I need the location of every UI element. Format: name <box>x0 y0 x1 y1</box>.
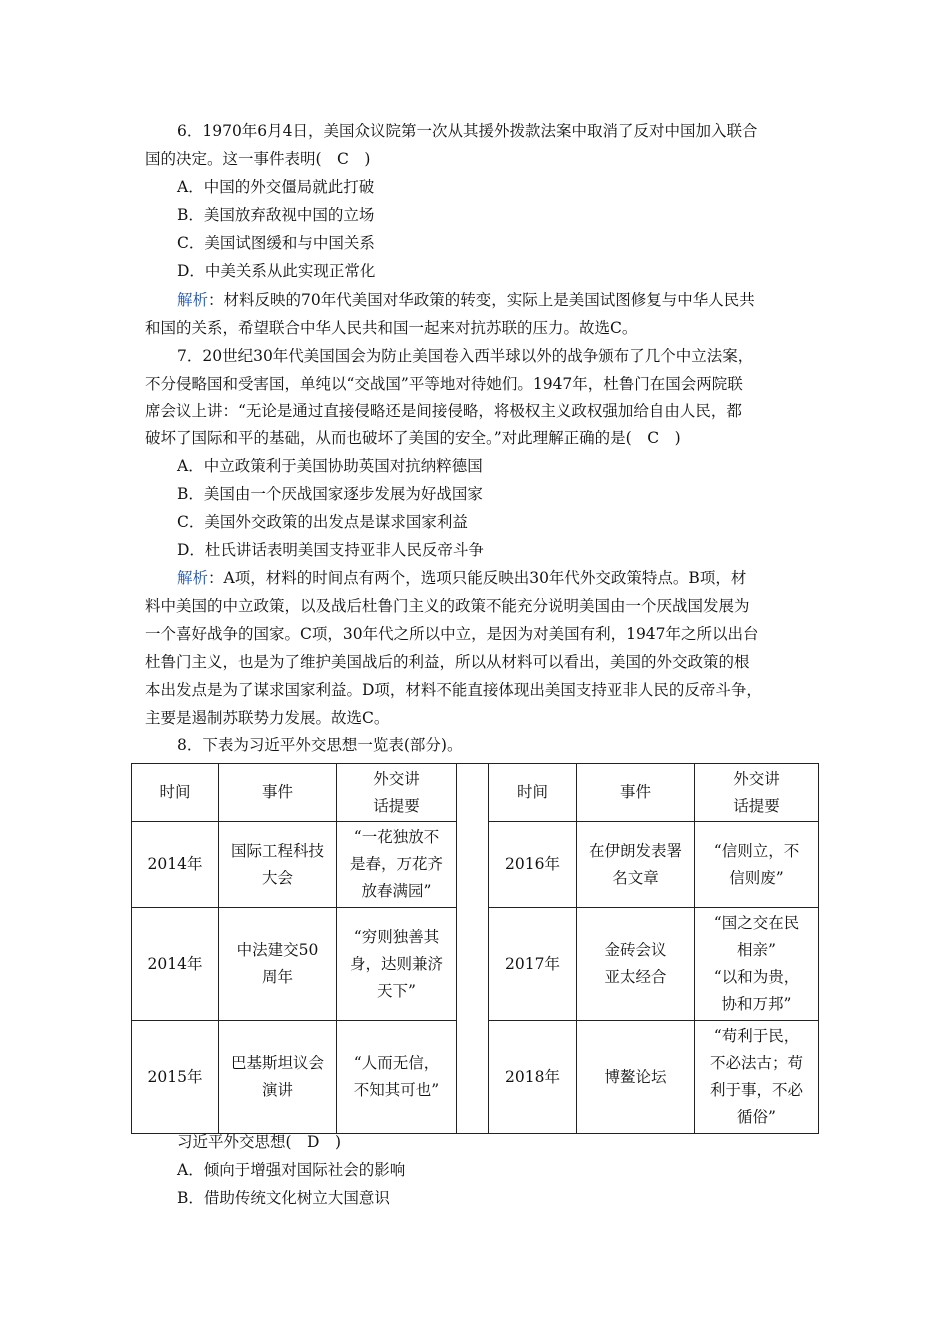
row1-right-time: 2016年 <box>489 822 577 908</box>
row2-left-speech <box>337 908 457 1021</box>
header-speech-right-line: 话提要 <box>733 796 780 815</box>
cell-line: 名文章 <box>612 868 659 887</box>
cell-line: 国际工程科技 <box>230 841 324 860</box>
q6-stem-line-2: 国的决定。这一事件表明( C ) <box>145 150 371 168</box>
q8-stem: 8．下表为习近平外交思想一览表(部分)。 <box>177 736 463 754</box>
cell-line: 信则废” <box>729 868 784 887</box>
q7-analysis-line-6: 主要是遏制苏联势力发展。故选C。 <box>145 709 390 727</box>
q7-option-b: B．美国由一个厌战国家逐步发展为好战国家 <box>177 485 483 503</box>
cell-line: 身，达则兼济 <box>349 954 443 973</box>
cell-line: 放春满园” <box>361 882 432 900</box>
row3-left-time: 2015年 <box>132 1021 219 1134</box>
header-event-right: 事件 <box>577 764 695 822</box>
cell-line: “穷则独善其 <box>353 927 440 946</box>
cell-line: 演讲 <box>261 1081 293 1099</box>
header-time-left: 时间 <box>132 764 219 822</box>
q7-stem-line-3: 席会议上讲：“无论是通过直接侵略还是间接侵略，将极权主义政权强加给自由人民，都 <box>145 402 742 420</box>
cell-line: 巴基斯坦议会 <box>230 1054 324 1072</box>
row2-right-time: 2017年 <box>489 908 577 1021</box>
q7-analysis-line-3: 一个喜好战争的国家。C项，30年代之所以中立，是因为对美国有利，1947年之所以出台 <box>145 625 759 643</box>
q6-analysis-label: 解析 <box>177 291 209 309</box>
cell-line: “人而无信， <box>353 1054 440 1072</box>
q7-stem-line-2: 不分侵略国和受害国，单纯以“交战国”平等地对待她们。1947年，杜鲁门在国会两院联 <box>145 375 743 393</box>
row2-left-time: 2014年 <box>132 908 219 1021</box>
q7-analysis-line-1 <box>177 564 746 592</box>
q7-analysis-text-1: ：A项，材料的时间点有两个，选项只能反映出30年代外交政策特点。B项，材 <box>208 569 747 587</box>
row2-right-event <box>577 908 695 1021</box>
cell-line: 在伊朗发表署 <box>588 841 682 860</box>
q8-question: 习近平外交思想( D ) <box>177 1133 342 1151</box>
q7-stem-line-1: 7．20世纪30年代美国国会为防止美国卷入西半球以外的战争颁布了几个中立法案， <box>177 347 754 365</box>
header-speech-right-line: 外交讲 <box>733 769 780 788</box>
q7-analysis-line-4: 杜鲁门主义，也是为了维护美国战后的利益，所以从材料可以看出，美国的外交政策的根 <box>145 653 750 671</box>
cell-line: 周年 <box>261 968 293 986</box>
cell-line: “国之交在民 <box>713 914 800 932</box>
q7-option-a: A．中立政策利于美国协助英国对抗纳粹德国 <box>177 457 483 475</box>
q7-option-c: C．美国外交政策的出发点是谋求国家利益 <box>177 513 468 531</box>
cell-line: “以和为贵， <box>713 968 800 986</box>
row2-right-speech <box>695 908 819 1021</box>
cell-line: “一花独放不 <box>353 828 440 846</box>
cell-line: 不必法古；苟 <box>709 1054 803 1072</box>
header-speech-left <box>337 764 457 822</box>
table-gap-column <box>457 764 489 1134</box>
q6-option-c: C．美国试图缓和与中国关系 <box>177 234 375 252</box>
q6-analysis-line-2: 和国的关系，希望联合中华人民共和国一起来对抗苏联的压力。故选C。 <box>145 319 638 337</box>
cell-line: 不知其可也” <box>353 1081 440 1099</box>
q7-option-d: D．杜氏讲话表明美国支持亚非人民反帝斗争 <box>177 541 484 559</box>
row1-right-event <box>577 822 695 908</box>
header-speech-left-line: 话提要 <box>373 796 420 815</box>
row3-left-speech <box>337 1021 457 1134</box>
cell-line: 协和万邦” <box>721 995 792 1013</box>
q6-analysis-line-1 <box>177 286 755 314</box>
cell-line: 天下” <box>377 981 416 1000</box>
q8-option-a: A．倾向于增强对国际社会的影响 <box>177 1161 406 1179</box>
row3-left-event <box>219 1021 337 1134</box>
header-speech-right <box>695 764 819 822</box>
cell-line: 博鳌论坛 <box>604 1067 667 1086</box>
cell-line: “信则立，不 <box>713 841 800 860</box>
q6-option-d: D．中美关系从此实现正常化 <box>177 262 376 280</box>
q8-option-b: B．借助传统文化树立大国意识 <box>177 1189 390 1207</box>
q6-analysis-text-1: ：材料反映的70年代美国对华政策的转变，实际上是美国试图修复与中华人民共 <box>208 291 755 309</box>
header-time-right: 时间 <box>489 764 577 822</box>
cell-line: 相亲” <box>737 941 776 959</box>
row2-left-event <box>219 908 337 1021</box>
q7-stem-line-4: 破坏了国际和平的基础，从而也破坏了美国的安全。”对此理解正确的是( C ) <box>145 429 681 447</box>
q7-analysis-label: 解析 <box>177 569 209 587</box>
row1-left-event <box>219 822 337 908</box>
row1-left-speech <box>337 822 457 908</box>
cell-line: 循俗” <box>737 1108 776 1126</box>
q6-stem-line-1: 6．1970年6月4日，美国众议院第一次从其援外拨款法案中取消了反对中国加入联合 <box>177 122 758 140</box>
cell-line: 利于事，不必 <box>709 1081 803 1099</box>
row3-right-speech <box>695 1021 819 1134</box>
q7-analysis-line-2: 料中美国的中立政策，以及战后杜鲁门主义的政策不能充分说明美国由一个厌战国发展为 <box>145 597 750 615</box>
cell-line: 金砖会议 <box>604 941 667 959</box>
q7-analysis-line-5: 本出发点是为了谋求国家利益。D项，材料不能直接体现出美国支持亚非人民的反帝斗争， <box>145 681 762 699</box>
row1-right-speech <box>695 822 819 908</box>
cell-line: 是春，万花齐 <box>349 855 443 873</box>
diplomacy-table <box>131 763 819 1134</box>
cell-line: “苟利于民， <box>713 1027 800 1045</box>
header-speech-left-line: 外交讲 <box>373 769 420 788</box>
row1-left-time: 2014年 <box>132 822 219 908</box>
table-header-row <box>132 764 819 822</box>
cell-line: 中法建交50 <box>236 941 319 959</box>
row3-right-time: 2018年 <box>489 1021 577 1134</box>
cell-line: 亚太经合 <box>604 968 667 986</box>
header-event-left: 事件 <box>219 764 337 822</box>
q6-option-b: B．美国放弃敌视中国的立场 <box>177 206 375 224</box>
q6-option-a: A．中国的外交僵局就此打破 <box>177 178 375 196</box>
cell-line: 大会 <box>261 868 293 887</box>
row3-right-event <box>577 1021 695 1134</box>
